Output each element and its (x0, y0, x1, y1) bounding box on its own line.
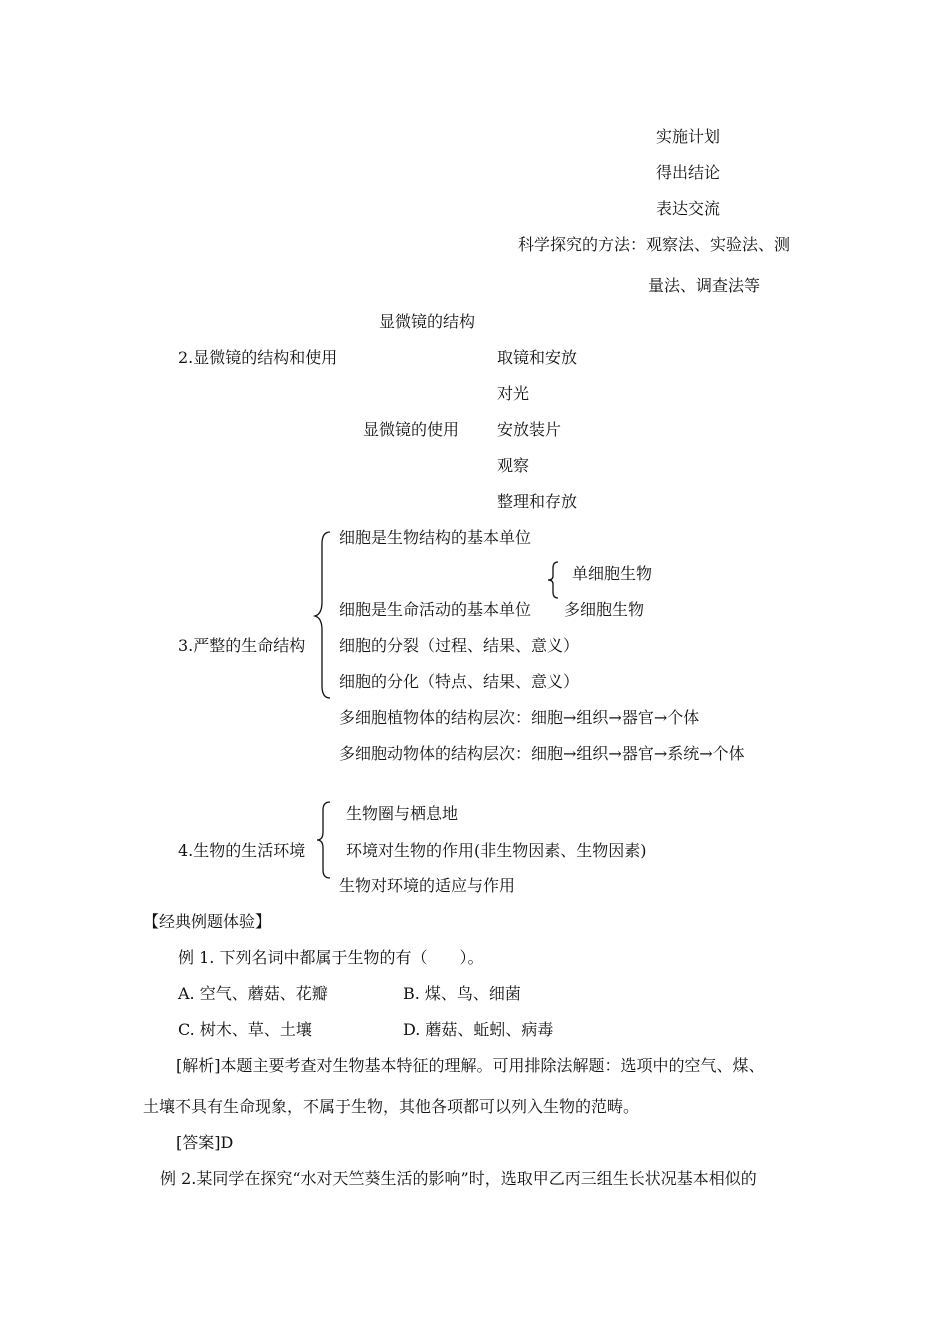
microscope-usage-step: 取镜和安放 (497, 348, 578, 367)
inquiry-step-implement: 实施计划 (656, 127, 721, 146)
inquiry-step-conclude: 得出结论 (656, 163, 721, 182)
inquiry-methods-line1: 科学探究的方法：观察法、实验法、测 (518, 235, 791, 254)
cell-organism-brace (545, 560, 561, 600)
life-sub-unicellular: 单细胞生物 (572, 564, 653, 583)
examples-section-title: 【经典例题体验】 (143, 912, 272, 931)
environment-brace (314, 800, 334, 880)
example1-analysis-line2: 土壤不具有生命现象，不属于生物，其他各项都可以列入生物的范畴。 (143, 1097, 640, 1116)
life-sub-multicellular: 多细胞生物 (564, 600, 645, 619)
environment-heading: 4.生物的生活环境 (178, 841, 306, 860)
example1-answer: [答案]D (176, 1133, 234, 1152)
life-item-differentiation: 细胞的分化（特点、结果、意义） (339, 672, 580, 691)
microscope-usage-step: 整理和存放 (497, 492, 578, 511)
inquiry-methods-line2: 量法、调查法等 (648, 276, 761, 295)
life-animal-levels: 多细胞动物体的结构层次：细胞→组织→器官→系统→个体 (339, 744, 745, 763)
microscope-usage: 显微镜的使用 (363, 420, 460, 439)
microscope-heading: 2.显微镜的结构和使用 (178, 348, 338, 367)
microscope-usage-step: 安放装片 (497, 420, 562, 439)
inquiry-step-communicate: 表达交流 (656, 199, 721, 218)
environment-item: 环境对生物的作用(非生物因素、生物因素) (346, 841, 647, 860)
life-structure-heading: 3.严整的生命结构 (178, 636, 306, 655)
example1-option-a: A. 空气、蘑菇、花瓣 (178, 984, 328, 1003)
life-item-division: 细胞的分裂（过程、结果、意义） (339, 636, 580, 655)
life-structure-brace (312, 530, 334, 700)
microscope-usage-step: 观察 (497, 456, 530, 475)
life-item-activity-unit: 细胞是生命活动的基本单位 (339, 600, 532, 619)
microscope-structure: 显微镜的结构 (379, 312, 476, 331)
environment-item: 生物圈与栖息地 (346, 804, 459, 823)
example1-question: 例 1. 下列名词中都属于生物的有（ ）。 (178, 948, 484, 967)
life-item-basic-unit: 细胞是生物结构的基本单位 (339, 528, 532, 547)
microscope-usage-step: 对光 (497, 384, 530, 403)
life-plant-levels: 多细胞植物体的结构层次：细胞→组织→器官→个体 (339, 708, 700, 727)
environment-item: 生物对环境的适应与作用 (339, 876, 516, 895)
example1-option-c: C. 树木、草、土壤 (178, 1020, 312, 1039)
example2-question: 例 2.某同学在探究“水对天竺葵生活的影响”时，选取甲乙丙三组生长状况基本相似的 (160, 1169, 757, 1188)
example1-option-b: B. 煤、鸟、细菌 (403, 984, 521, 1003)
example1-analysis-line1: [解析]本题主要考查对生物基本特征的理解。可用排除法解题：选项中的空气、煤、 (176, 1056, 765, 1075)
example1-option-d: D. 蘑菇、蚯蚓、病毒 (403, 1020, 554, 1039)
